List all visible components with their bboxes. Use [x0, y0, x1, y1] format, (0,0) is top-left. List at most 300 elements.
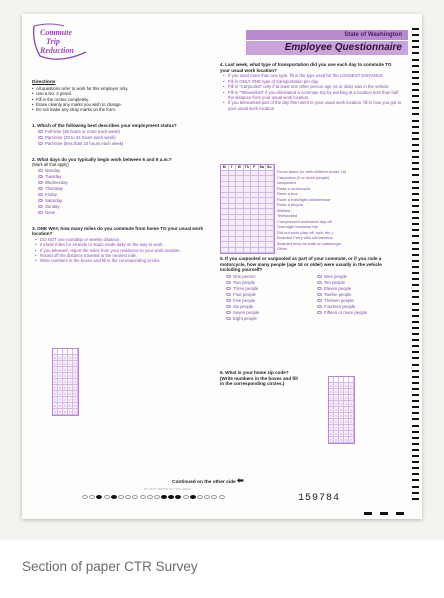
timing-mark — [412, 40, 419, 42]
digit-bubble[interactable]: 6 — [73, 391, 78, 397]
digit-bubble[interactable]: 6 — [329, 419, 334, 425]
digit-bubble[interactable]: 0 — [329, 383, 334, 389]
digit-bubble[interactable]: 8 — [63, 403, 68, 409]
timing-mark — [412, 168, 419, 170]
digit-bubble[interactable]: 3 — [53, 373, 58, 379]
timing-mark — [412, 144, 419, 146]
digit-bubble[interactable]: 0 — [68, 355, 73, 361]
digit-bubble[interactable]: 6 — [349, 419, 354, 425]
day-mode-bubble[interactable] — [244, 248, 252, 254]
digit-bubble[interactable]: 1 — [329, 389, 334, 395]
digit-bubble[interactable]: 8 — [73, 403, 78, 409]
transport-mode-label: Teleworked — [277, 213, 298, 218]
q5-option[interactable]: Twelve people — [311, 291, 402, 297]
digit-bubble[interactable]: 3 — [334, 401, 339, 407]
q5-option[interactable]: Eight people — [220, 315, 311, 321]
transport-mode-label: Walked — [277, 207, 291, 213]
timing-mark — [412, 431, 419, 433]
q5-options-right — [311, 273, 402, 321]
timing-mark — [412, 126, 419, 128]
timing-mark — [412, 315, 419, 317]
timing-mark — [412, 388, 419, 390]
timing-mark — [412, 370, 419, 372]
q5-options-left — [220, 273, 311, 321]
digit-bubble[interactable]: 3 — [63, 373, 68, 379]
logo-text: Commute Trip Reduction — [40, 28, 74, 56]
timing-mark — [412, 52, 419, 54]
timing-mark — [412, 120, 419, 122]
timing-mark — [412, 412, 419, 414]
timing-mark — [183, 495, 189, 499]
digit-bubble[interactable]: 7 — [58, 397, 63, 403]
continued-note: Continued on the other side ⬅ — [172, 476, 244, 485]
q5-option[interactable]: Five people — [220, 297, 311, 303]
transport-mode-label: Did not work (day off, sick, etc.) — [277, 229, 333, 235]
q2-option[interactable]: None — [32, 210, 212, 216]
serial-number: 159784 — [298, 493, 341, 504]
digit-bubble[interactable]: 2 — [334, 395, 339, 401]
q5-option[interactable]: Thirteen people — [311, 297, 402, 303]
digit-bubble[interactable]: 7 — [339, 425, 344, 431]
digit-bubble[interactable]: 7 — [63, 397, 68, 403]
digit-bubble[interactable]: 5 — [58, 385, 63, 391]
q2-option[interactable]: Wednesday — [32, 180, 212, 186]
miles-entry-grid[interactable] — [52, 348, 79, 416]
digit-bubble[interactable]: 4 — [73, 379, 78, 385]
q3-bullet: • DO NOT use roundtrip or weekly distance. — [32, 237, 212, 242]
bubble-icon — [226, 305, 231, 308]
timing-mark — [412, 309, 419, 311]
bubble-icon — [38, 181, 43, 184]
transport-mode-label: Rode a motorcycle — [277, 185, 311, 191]
bubble-icon — [317, 275, 322, 278]
day-mode-bubble[interactable] — [266, 248, 274, 254]
digit-bubble[interactable]: 5 — [344, 413, 349, 419]
timing-mark — [412, 187, 419, 189]
bubble-icon — [38, 175, 43, 178]
digit-bubble[interactable]: 5 — [349, 413, 354, 419]
timing-mark — [412, 461, 419, 463]
direction-item: • Erase cleanly any marks you wish to change. — [32, 102, 212, 107]
digit-bubble[interactable]: 7 — [73, 397, 78, 403]
timing-mark — [412, 382, 419, 384]
digit-bubble[interactable]: 2 — [53, 367, 58, 373]
timing-mark — [412, 254, 419, 256]
digit-bubble[interactable]: 3 — [349, 401, 354, 407]
question-5-title: 5. If you carpooled or vanpooled as part of your commute, or if you rode a motorcycle, how many people (age 16 or older) were usually in the vehicle including yourself? — [220, 256, 382, 273]
digit-bubble[interactable]: 0 — [339, 383, 344, 389]
digit-bubble[interactable]: 8 — [329, 431, 334, 437]
directions-title: Directions — [32, 80, 56, 85]
q3-bullet: • Write numbers in the boxes and fill in the corresponding circles. — [32, 258, 212, 263]
digit-bubble[interactable]: 7 — [329, 425, 334, 431]
timing-mark — [412, 351, 419, 353]
digit-bubble[interactable]: 6 — [68, 391, 73, 397]
question-3 — [32, 226, 212, 264]
question-2-title: 2. What days do you typically begin work between 6 and 9 a.m.? — [32, 156, 172, 162]
digit-bubble[interactable]: 4 — [63, 379, 68, 385]
digit-bubble[interactable]: 5 — [53, 385, 58, 391]
bubble-icon — [38, 187, 43, 190]
bubble-icon — [38, 169, 43, 172]
question-6 — [220, 370, 300, 387]
digit-bubble[interactable]: 0 — [349, 383, 354, 389]
q4-bullet: • If you used more than one type, fill in the type used for the LONGEST DISTANCE — [220, 73, 402, 78]
bubble-icon — [226, 275, 231, 278]
direction-item: • Use a No. 2 pencil. — [32, 91, 212, 96]
digit-bubble[interactable]: 7 — [344, 425, 349, 431]
timing-mark — [412, 357, 419, 359]
timing-mark — [412, 418, 419, 420]
digit-bubble[interactable]: 5 — [68, 385, 73, 391]
transport-mode-label: Carpooled (2 or more people) — [277, 174, 330, 180]
timing-mark — [412, 150, 419, 152]
day-mode-bubble[interactable] — [251, 248, 259, 254]
timing-mark — [412, 46, 419, 48]
q2-option[interactable]: Thursday — [32, 186, 212, 192]
timing-mark — [154, 495, 160, 499]
digit-bubble[interactable]: 1 — [53, 361, 58, 367]
right-timing-marks — [412, 28, 420, 508]
timing-mark — [412, 455, 419, 457]
transport-mode-label: Compressed workweek day off — [277, 218, 332, 224]
digit-bubble[interactable]: 0 — [73, 355, 78, 361]
state-banner: State of Washington — [246, 30, 408, 40]
q1-option[interactable]: Part-time (20 to 34 hours each week) — [32, 135, 212, 141]
digit-bubble[interactable]: 3 — [329, 401, 334, 407]
digit-bubble[interactable]: 0 — [63, 355, 68, 361]
digit-bubble[interactable]: 5 — [339, 413, 344, 419]
q2-option[interactable]: Tuesday — [32, 174, 212, 180]
timing-mark — [412, 89, 419, 91]
digit-bubble[interactable]: 1 — [349, 389, 354, 395]
digit-bubble[interactable]: 2 — [73, 367, 78, 373]
day-mode-bubble[interactable] — [221, 248, 229, 254]
timing-mark — [412, 242, 419, 244]
timing-mark — [412, 272, 419, 274]
timing-mark — [412, 248, 419, 250]
direction-item: • Do not make any stray marks on the form. — [32, 107, 212, 112]
digit-bubble[interactable]: 8 — [334, 431, 339, 437]
digit-bubble[interactable]: 5 — [334, 413, 339, 419]
timing-mark — [412, 229, 419, 231]
bubble-icon — [38, 136, 43, 139]
timing-mark — [412, 162, 419, 164]
day-mode-bubble[interactable] — [229, 248, 237, 254]
q4-bullet: • Fill in "Teleworked" if you eliminated a commute trip by working at a location less than half the distance from your usual work location. — [220, 90, 402, 101]
timing-mark — [412, 486, 419, 488]
digit-bubble[interactable]: 9 — [344, 437, 349, 443]
timing-mark — [412, 394, 419, 396]
digit-bubble[interactable]: 8 — [53, 403, 58, 409]
digit-bubble[interactable]: 1 — [68, 361, 73, 367]
bubble-icon — [317, 305, 322, 308]
digit-bubble[interactable]: 9 — [53, 409, 58, 415]
digit-bubble[interactable]: 8 — [344, 431, 349, 437]
bubble-icon — [317, 299, 322, 302]
timing-mark — [412, 28, 419, 30]
digit-bubble[interactable]: 7 — [349, 425, 354, 431]
q5-option[interactable]: Three people — [220, 285, 311, 291]
timing-mark — [412, 290, 419, 292]
timing-mark — [125, 495, 131, 499]
timing-mark — [412, 83, 419, 85]
digit-bubble[interactable]: 0 — [53, 355, 58, 361]
timing-mark — [89, 495, 95, 499]
timing-mark — [412, 443, 419, 445]
digit-bubble[interactable]: 0 — [344, 383, 349, 389]
digit-bubble[interactable]: 2 — [339, 395, 344, 401]
digit-bubble[interactable]: 5 — [73, 385, 78, 391]
digit-bubble[interactable]: 4 — [68, 379, 73, 385]
bubble-icon — [317, 293, 322, 296]
timing-mark — [412, 223, 419, 225]
bubble-icon — [38, 205, 43, 208]
timing-mark — [412, 181, 419, 183]
timing-mark — [412, 260, 419, 262]
transport-mode-list — [277, 169, 407, 252]
timing-mark — [412, 156, 419, 158]
timing-mark — [96, 495, 102, 499]
timing-mark — [412, 376, 419, 378]
digit-bubble[interactable]: 3 — [339, 401, 344, 407]
q2-option[interactable]: Friday — [32, 192, 212, 198]
digit-bubble[interactable]: 1 — [339, 389, 344, 395]
digit-bubble[interactable]: 9 — [329, 437, 334, 443]
digit-bubble[interactable]: 6 — [53, 391, 58, 397]
q3-bullet: • If you telework, report the miles from your residence to your work location. — [32, 248, 212, 253]
transport-mode-label: Rode a bus — [277, 191, 298, 196]
direction-item: • All questions refer to work for this employer only. — [32, 86, 212, 91]
q5-option[interactable]: Ten people — [311, 279, 402, 285]
q2-option[interactable]: Monday — [32, 168, 212, 174]
transport-mode-label: Other — [277, 246, 288, 251]
digit-bubble[interactable]: 5 — [63, 385, 68, 391]
q2-option[interactable]: Sunday — [32, 204, 212, 210]
digit-bubble[interactable]: 9 — [58, 409, 63, 415]
digit-bubble[interactable]: 7 — [53, 397, 58, 403]
bubble-icon — [38, 142, 43, 145]
do-not-write-label: DO NOT WRITE IN THIS AREA — [144, 487, 192, 491]
bubble-icon — [317, 287, 322, 290]
bubble-icon — [317, 311, 322, 314]
timing-mark — [211, 495, 217, 499]
timing-mark — [412, 479, 419, 481]
digit-bubble[interactable]: 8 — [349, 431, 354, 437]
q3-bullet: • Include miles for errands or stops made daily on the way to work. — [32, 242, 212, 247]
digit-bubble[interactable]: 6 — [344, 419, 349, 425]
transport-mode-label: Rode a train/light rail/streetcar — [277, 196, 331, 202]
transport-mode-label: Boarded ferry as walk-on passenger — [277, 240, 342, 246]
timing-mark — [140, 495, 146, 499]
timing-mark — [161, 495, 167, 499]
timing-mark — [412, 34, 419, 36]
q1-option[interactable]: Full-time (35 hours or more each week) — [32, 129, 212, 135]
timing-mark — [412, 321, 419, 323]
timing-mark — [175, 495, 181, 499]
timing-mark — [412, 303, 419, 305]
timing-mark — [412, 65, 419, 67]
timing-mark — [412, 333, 419, 335]
timing-mark — [412, 449, 419, 451]
digit-bubble[interactable]: 4 — [53, 379, 58, 385]
digit-bubble[interactable]: 9 — [63, 409, 68, 415]
directions-section — [32, 80, 212, 113]
digit-bubble[interactable]: 0 — [58, 355, 63, 361]
q5-option[interactable]: Fifteen or more people — [311, 309, 402, 315]
questionnaire-sheet — [22, 14, 422, 519]
commute-trip-reduction-logo — [30, 22, 90, 62]
timing-mark — [111, 495, 117, 499]
bubble-icon — [226, 293, 231, 296]
timing-mark — [412, 327, 419, 329]
digit-bubble[interactable]: 1 — [334, 389, 339, 395]
question-2 — [32, 157, 212, 216]
bubble-icon — [317, 281, 322, 284]
digit-bubble[interactable]: 8 — [339, 431, 344, 437]
timing-mark — [412, 235, 419, 237]
timing-mark — [412, 217, 419, 219]
digit-bubble[interactable]: 2 — [58, 367, 63, 373]
timing-mark — [82, 495, 88, 499]
timing-mark — [412, 400, 419, 402]
digit-bubble[interactable]: 4 — [329, 407, 334, 413]
timing-mark — [412, 138, 419, 140]
digit-bubble[interactable]: 4 — [58, 379, 63, 385]
question-3-title: 3. ONE WAY, how many miles do you commute from home TO your usual work location? — [32, 225, 204, 237]
digit-bubble[interactable]: 3 — [58, 373, 63, 379]
digit-bubble[interactable]: 4 — [339, 407, 344, 413]
q5-option[interactable]: One person — [220, 273, 311, 279]
q5-option[interactable]: Four people — [220, 291, 311, 297]
q1-option[interactable]: Part-time (less than 20 hours each week) — [32, 141, 212, 147]
bubble-icon — [38, 199, 43, 202]
timing-mark — [412, 473, 419, 475]
timing-mark — [412, 101, 419, 103]
timing-mark — [412, 278, 419, 280]
question-6-title: 6. What is your home zip code? (Write numbers in the boxes and fill in the corresponding circles.) — [220, 370, 298, 387]
digit-bubble[interactable]: 8 — [58, 403, 63, 409]
q5-option[interactable]: Eleven people — [311, 285, 402, 291]
q4-bullet: • Fill in ONLY ONE type of transportation per day. — [220, 79, 402, 84]
digit-bubble[interactable]: 3 — [73, 373, 78, 379]
timing-mark — [412, 211, 419, 213]
timing-mark — [412, 284, 419, 286]
timing-mark — [412, 498, 419, 500]
day-mode-bubble[interactable] — [236, 248, 244, 254]
digit-bubble[interactable]: 1 — [344, 389, 349, 395]
timing-mark — [412, 406, 419, 408]
timing-mark — [412, 492, 419, 494]
q5-option[interactable]: Two people — [220, 279, 311, 285]
zip-code-grid[interactable] — [328, 376, 355, 444]
timing-mark — [412, 296, 419, 298]
q3-bullet: • Round off the distance traveled to the nearest mile. — [32, 253, 212, 258]
right-column — [220, 62, 402, 111]
q5-option[interactable]: Fourteen people — [311, 303, 402, 309]
timing-mark-strip — [82, 495, 225, 499]
digit-bubble[interactable]: 2 — [63, 367, 68, 373]
day-mode-grid[interactable] — [220, 164, 275, 254]
timing-mark — [190, 495, 196, 499]
timing-mark — [147, 495, 153, 499]
digit-bubble[interactable]: 9 — [73, 409, 78, 415]
day-header: M — [221, 165, 229, 171]
q5-option[interactable]: Six people — [220, 303, 311, 309]
digit-bubble[interactable]: 6 — [339, 419, 344, 425]
digit-bubble[interactable]: 9 — [68, 409, 73, 415]
timing-mark — [104, 495, 110, 499]
digit-bubble[interactable]: 9 — [339, 437, 344, 443]
digit-bubble[interactable]: 6 — [58, 391, 63, 397]
digit-bubble[interactable]: 2 — [68, 367, 73, 373]
q4-bullet: • If you teleworked part of the day then went to your usual work location, fill in how you got to your usual work location — [220, 100, 402, 111]
digit-bubble[interactable]: 6 — [63, 391, 68, 397]
timing-mark — [219, 495, 225, 499]
q5-option[interactable]: Seven people — [220, 309, 311, 315]
digit-bubble[interactable]: 3 — [68, 373, 73, 379]
timing-mark — [412, 266, 419, 268]
timing-mark — [412, 174, 419, 176]
digit-bubble[interactable]: 4 — [349, 407, 354, 413]
timing-mark — [412, 59, 419, 61]
digit-bubble[interactable]: 2 — [344, 395, 349, 401]
bubble-icon — [38, 193, 43, 196]
timing-mark — [412, 339, 419, 341]
digit-bubble[interactable]: 3 — [344, 401, 349, 407]
digit-bubble[interactable]: 2 — [329, 395, 334, 401]
direction-item: • Fill in the circles completely. — [32, 97, 212, 102]
timing-mark — [412, 345, 419, 347]
transport-mode-label: Rode a bicycle — [277, 202, 304, 207]
bubble-icon — [226, 281, 231, 284]
day-header: Th — [244, 165, 252, 171]
question-2-note: (Mark all that apply) — [32, 162, 69, 168]
digit-bubble[interactable]: 1 — [73, 361, 78, 367]
timing-mark — [412, 467, 419, 469]
timing-mark — [412, 132, 419, 134]
q5-option[interactable]: Nine people — [311, 273, 402, 279]
digit-bubble[interactable]: 0 — [334, 383, 339, 389]
transport-mode-label: Overnight business trip — [277, 224, 318, 229]
form-title: Employee Questionnaire — [246, 41, 408, 55]
digit-bubble[interactable]: 5 — [329, 413, 334, 419]
q2-option[interactable]: Saturday — [32, 198, 212, 204]
digit-bubble[interactable]: 1 — [58, 361, 63, 367]
digit-bubble[interactable]: 9 — [334, 437, 339, 443]
timing-mark — [412, 77, 419, 79]
timing-mark — [412, 71, 419, 73]
timing-mark — [412, 95, 419, 97]
bubble-icon — [226, 287, 231, 290]
digit-bubble[interactable]: 9 — [349, 437, 354, 443]
digit-bubble[interactable]: 4 — [334, 407, 339, 413]
timing-mark — [204, 495, 210, 499]
transport-mode-label: Drove alone (or with children under 16) — [277, 169, 347, 174]
question-5 — [220, 256, 402, 321]
digit-bubble[interactable]: 1 — [63, 361, 68, 367]
digit-bubble[interactable]: 8 — [68, 403, 73, 409]
digit-bubble[interactable]: 2 — [349, 395, 354, 401]
digit-bubble[interactable]: 7 — [334, 425, 339, 431]
bubble-icon — [226, 311, 231, 314]
image-caption: Section of paper CTR Survey — [22, 559, 198, 574]
digit-bubble[interactable]: 7 — [68, 397, 73, 403]
timing-mark — [412, 113, 419, 115]
digit-bubble[interactable]: 6 — [334, 419, 339, 425]
digit-bubble[interactable]: 4 — [344, 407, 349, 413]
day-mode-bubble[interactable] — [259, 248, 267, 254]
